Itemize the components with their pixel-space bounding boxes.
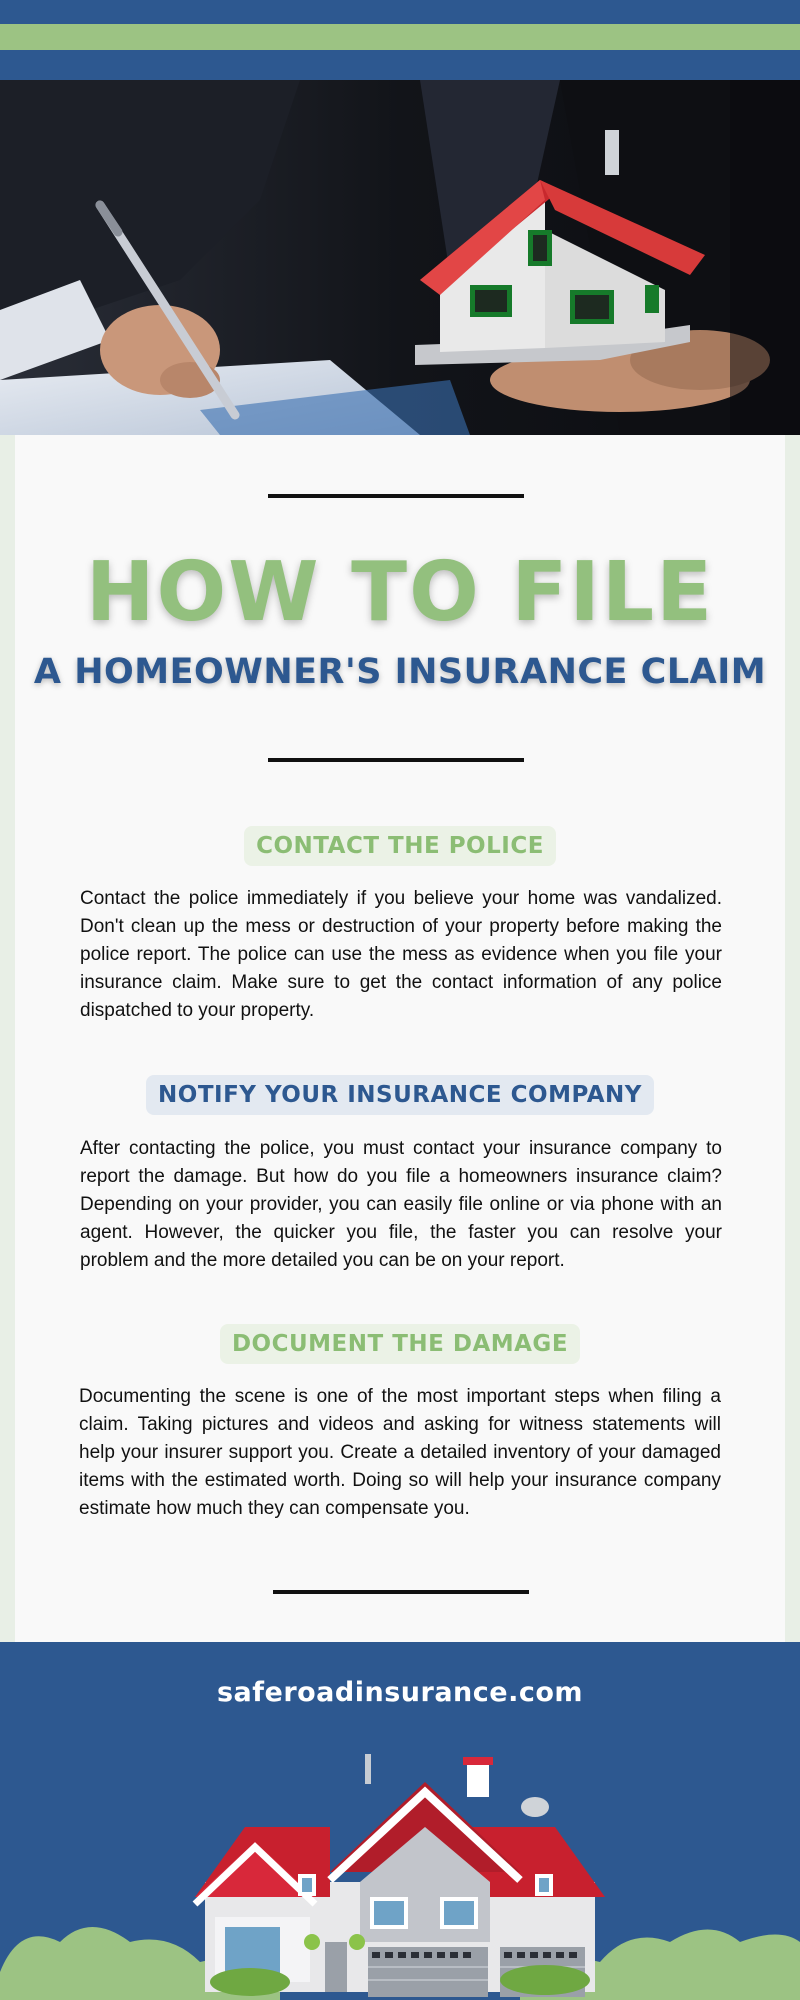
section-heading-label: DOCUMENT THE DAMAGE (220, 1324, 580, 1364)
section-body-damage: Documenting the scene is one of the most important steps when filing a claim. Taking pictures and videos and asking for witness statements will help your insurer support you. Create a detailed inventory of your damaged items with the estimated worth. Doing so will help your insurance company estimate how much they can compensate you. (79, 1386, 721, 1519)
section-body-insurance: After contacting the police, you must contact your insurance company to report the damage. But how do you file a homeowners insurance claim? Depending on your provider, you can easily file online or via phone with an agent. However, the quicker you file, the faster you can resolve your problem and the more detailed you can be on your report. (80, 1138, 722, 1271)
section-heading-damage (0, 1324, 800, 1364)
house-model-in-hand-icon (0, 80, 800, 435)
house-illustration-icon (0, 1642, 800, 2000)
section-heading-label: CONTACT THE POLICE (244, 826, 556, 866)
top-stripe-blue-lower (0, 50, 800, 80)
top-stripe-blue (0, 0, 800, 24)
page-title: HOW TO FILE (85, 545, 715, 640)
page-subtitle: A HOMEOWNER'S INSURANCE CLAIM (33, 652, 767, 692)
section-body-police: Contact the police immediately if you believe your home was vandalized. Don't clean up the mess or destruction of your property before making the police report. The police can use the mess as evidence when you file your insurance claim. Make sure to get the contact information of any police dispatched to your property. (80, 888, 722, 1021)
top-stripe-green (0, 24, 800, 50)
divider-mid (268, 758, 524, 762)
section-heading-police (0, 826, 800, 866)
footer (0, 1642, 800, 2000)
site-url-link[interactable]: saferoadinsurance.com (216, 1677, 584, 1708)
divider-top (268, 494, 524, 498)
divider-bottom (273, 1590, 529, 1594)
section-heading-insurance (0, 1075, 800, 1115)
hero-image (0, 80, 800, 435)
section-heading-label: NOTIFY YOUR INSURANCE COMPANY (146, 1075, 654, 1115)
